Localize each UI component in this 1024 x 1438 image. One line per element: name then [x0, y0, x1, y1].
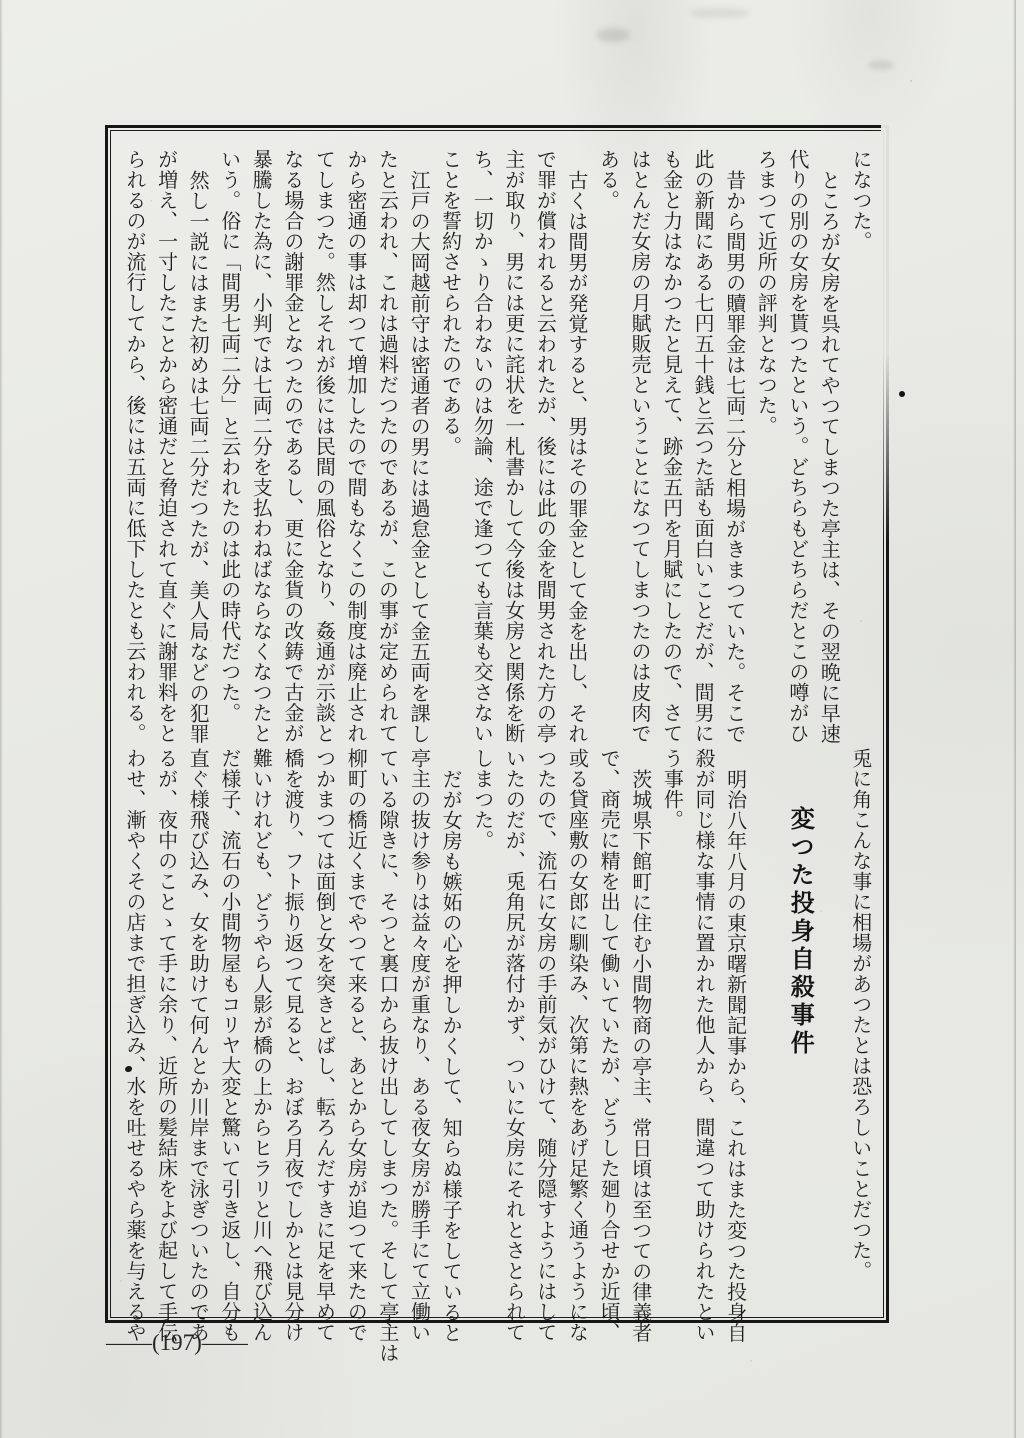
text-column: わせ、漸やくその店まで担ぎ込み、水を吐せるやら薬を与えるや [123, 748, 145, 1343]
paper-left-edge [0, 0, 3, 1438]
text-column: 然し一説にはまた初めは七両二分だつたが、美人局などの犯罪 [186, 170, 209, 744]
text-column: ところが女房を呉れてやつてしまつた亭主は、その翌晩に早速 [817, 170, 840, 744]
text-column: 或る貸座敷の女郎に馴染み、次第に熱をあげ足繁く通うようにな [565, 748, 588, 1343]
text-column: いたのだが、兎角尻が落付かず、ついに女房にそれとさとられて [502, 748, 525, 1343]
text-column: 主が取り、男には更に詫状を一札書かして今後は女房と関係を断 [501, 149, 524, 744]
text-column: 柳町の橋近くまでやつて来ると、あとから女房が追つて来たので [344, 748, 367, 1343]
text-column: 兎に角こんな事に相場があつたとは恐ろしいことだつた。 [848, 748, 871, 1281]
text-column: なる場合の謝罪金となつたのであるし、更に金貨の改鋳で古金が [280, 149, 303, 744]
text-column: つかまつては面倒と女を突きとばし、転ろんだすきに足を早めて [312, 748, 335, 1343]
text-column: で罪が償われると云われたが、後には此の金を間男された方の亭 [533, 149, 556, 744]
frame-scan-fade [881, 123, 891, 543]
text-column: るが、夜中のことゝて手に余り、近所の髪結床をよび起して手伝 [154, 748, 177, 1343]
text-column: う事件。 [660, 748, 683, 830]
text-column: ち、一切かゝり合わないのは勿論、途で逢つても言葉も交さない [470, 149, 493, 744]
text-column: ある。 [596, 149, 619, 211]
text-column: 直ぐ様飛び込み、女を助けて何んとか川岸まで泳ぎついたのであ [186, 748, 209, 1343]
text-column: いう。俗に「間男七両二分」と云われたのは此の時代だつた。 [217, 149, 240, 723]
text-column: つたので、流石に女房の手前気がひけて、随分隠すようにはして [533, 748, 556, 1343]
text-column: 此の新聞にある七円五十銭と云つた話も面白いことだが、間男に [691, 149, 714, 744]
text-column: しまつた。 [470, 748, 493, 851]
text-column: も金と力はなかつたと見えて、跡金五円を月賦にしたので、さて [659, 149, 682, 744]
scan-smudge [868, 60, 894, 70]
text-column: たと云われ、これは過料だつたのであるが、この事が定められて [375, 149, 398, 744]
text-column: ことを誓約させられたのである。 [438, 149, 461, 457]
text-column: が増え、一寸したことから密通だと脅迫されて直ぐに謝罪料をと [154, 149, 177, 744]
paper-right-edge [1013, 0, 1016, 1438]
text-column: だ様子、流石の小間物屋もコリヤ大変と驚いて引き返し、自分も [217, 748, 240, 1343]
text-column: られるのが流行してから、後には五両に低下したとも云われる。 [123, 149, 145, 744]
text-column: 亭主の抜け参りは益々度が重なり、ある夜女房が勝手にて立働い [407, 748, 430, 1343]
text-column: だが女房も嫉妬の心を押しかくして、知らぬ様子をしていると [439, 769, 462, 1343]
text-column: 暴騰した為に、小判では七両二分を支払わねばならなくなつたと [249, 149, 272, 744]
scan-smudge [596, 28, 630, 42]
text-column: 古くは間男が発覚すると、男はその罪金として金を出し、それ [564, 170, 587, 744]
text-column: 茨城県下館町に住む小間物商の亭主、常日頃は至つての律義者 [628, 769, 651, 1343]
text-column: ている隙きに、そつと裏口から抜け出してしまつた。そして亭主は [375, 748, 398, 1363]
text-column: 橋を渡り、フト振り返つて見ると、おぼろ月夜でしかとは見分け [281, 748, 304, 1343]
text-column: になつた。 [848, 149, 871, 252]
ink-speck [899, 391, 905, 397]
text-column: 殺が同じ様な事情に置かれた他人から、間違つて助けられたとい [691, 748, 714, 1343]
text-column: 代りの別の女房を貰つたという。どちらもどちらだとこの噂がひ [785, 149, 808, 744]
text-column: から密通の事は却つて増加したので間もなくこの制度は廃止され [343, 149, 366, 744]
text-column: はとんだ女房の月賦販売ということになつてしまつたのは皮肉で [628, 149, 650, 744]
article-title: 変つた投身自殺事件 [786, 806, 813, 1058]
page-number: ——(197)—— [106, 1330, 248, 1355]
text-column: 江戸の大岡越前守は密通者の男には過怠金として金五両を課し [407, 170, 430, 744]
scan-smudge [690, 8, 750, 18]
text-column: で、商売に精を出して働いていたが、どうした廻り合せか近頃、 [597, 748, 620, 1343]
text-column: ろまつて近所の評判となつた。 [754, 149, 777, 436]
text-column: 明治八年八月の東京曙新聞記事から、これはまた変つた投身自 [723, 769, 746, 1343]
text-column: てしまつた。然しそれが後には民間の風俗となり、姦通が示談と [312, 149, 335, 744]
text-column: 昔から間男の贖罪金は七両二分と相場がきまつていた。そこで [722, 170, 745, 744]
text-column: 難いけれども、どうやら人影が橋の上からヒラリと川へ飛び込ん [249, 748, 272, 1343]
upper-article [114, 149, 876, 744]
